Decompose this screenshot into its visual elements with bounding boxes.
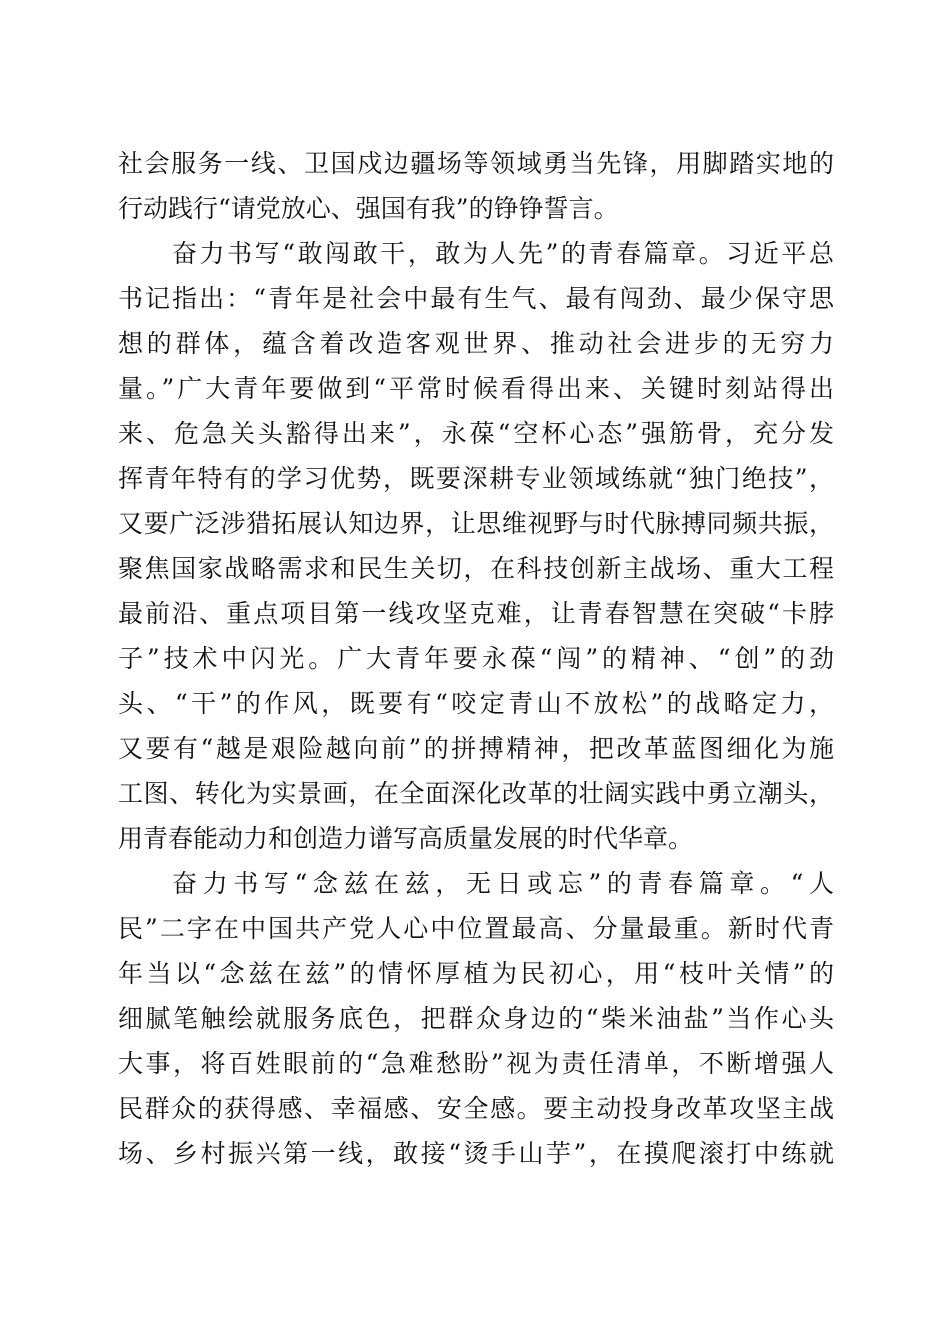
text-line: 头、“干”的作风，既要有“咬定青山不放松”的战略定力， bbox=[118, 689, 834, 718]
text-line: 工图、转化为实景画，在全面深化改革的壮阔实践中勇立潮头， bbox=[118, 779, 834, 808]
text-line: 挥青年特有的学习优势，既要深耕专业领域练就“独门绝技”， bbox=[118, 464, 834, 493]
text-line: 聚焦国家战略需求和民生关切，在科技创新主战场、重大工程 bbox=[118, 554, 834, 583]
text-line: 民”二字在中国共产党人心中位置最高、分量最重。新时代青 bbox=[118, 914, 834, 943]
text-line: 想的群体，蕴含着改造客观世界、推动社会进步的无穷力 bbox=[118, 329, 834, 358]
text-line: 用青春能动力和创造力谱写高质量发展的时代华章。 bbox=[118, 824, 694, 853]
text-line: 奋力书写“念兹在兹，无日或忘”的青春篇章。“人 bbox=[172, 869, 834, 898]
text-line: 来、危急关头豁得出来”，永葆“空杯心态”强筋骨，充分发 bbox=[118, 419, 834, 448]
paragraph-2 bbox=[118, 231, 834, 861]
paragraph-3 bbox=[118, 861, 834, 1176]
text-line: 民群众的获得感、幸福感、安全感。要主动投身改革攻坚主战 bbox=[118, 1094, 834, 1123]
text-line: 量。”广大青年要做到“平常时候看得出来、关键时刻站得出 bbox=[118, 374, 834, 403]
text-line: 社会服务一线、卫国戍边疆场等领域勇当先锋，用脚踏实地的 bbox=[118, 149, 834, 178]
text-line: 场、乡村振兴第一线，敢接“烫手山芋”，在摸爬滚打中练就 bbox=[118, 1139, 834, 1168]
text-line: 又要广泛涉猎拓展认知边界，让思维视野与时代脉搏同频共振， bbox=[118, 509, 834, 538]
text-line: 又要有“越是艰险越向前”的拼搏精神，把改革蓝图细化为施 bbox=[118, 734, 834, 763]
text-line: 细腻笔触绘就服务底色，把群众身边的“柴米油盐”当作心头 bbox=[118, 1004, 834, 1033]
text-line: 行动践行“请党放心、强国有我”的铮铮誓言。 bbox=[118, 194, 619, 223]
body-text bbox=[118, 141, 834, 1176]
text-line: 书记指出：“青年是社会中最有生气、最有闯劲、最少保守思 bbox=[118, 284, 834, 313]
paragraph-1 bbox=[118, 141, 834, 231]
text-line: 大事，将百姓眼前的“急难愁盼”视为责任清单，不断增强人 bbox=[118, 1049, 834, 1078]
text-line: 子”技术中闪光。广大青年要永葆“闯”的精神、“创”的劲 bbox=[118, 644, 834, 673]
text-line: 最前沿、重点项目第一线攻坚克难，让青春智慧在突破“卡脖 bbox=[118, 599, 834, 628]
text-line: 年当以“念兹在兹”的情怀厚植为民初心，用“枝叶关情”的 bbox=[118, 959, 834, 988]
text-line: 奋力书写“敢闯敢干，敢为人先”的青春篇章。习近平总 bbox=[172, 239, 834, 268]
